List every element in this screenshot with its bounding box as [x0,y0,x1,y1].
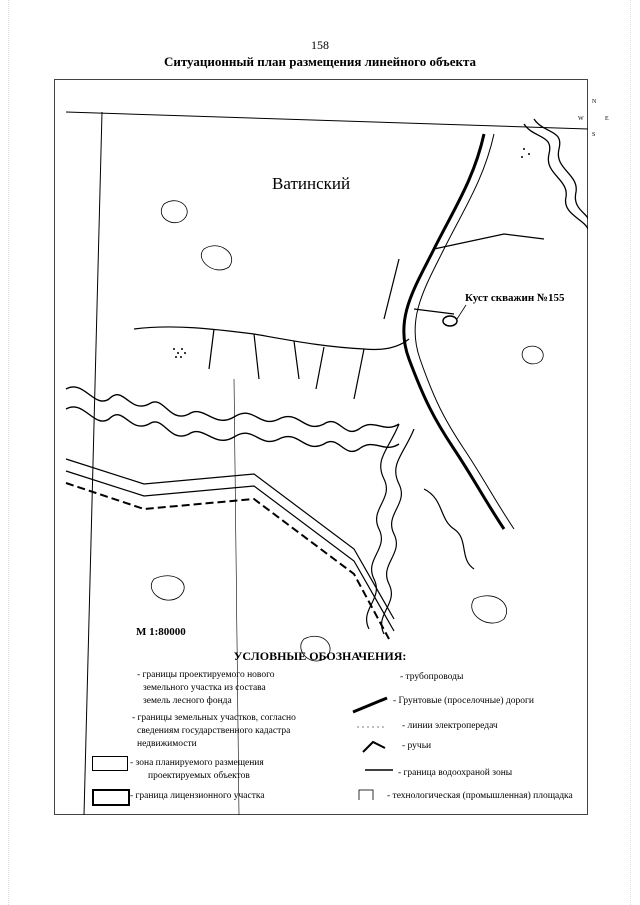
region-label: Ватинский [272,174,351,193]
main-road [404,134,514,529]
legend-pipelines: - трубопроводы [400,672,464,682]
legend-road-symbol [353,698,387,712]
legend-cadastre-2: сведениям государственного кадастра [137,726,291,736]
legend-stream-symbol [363,742,385,752]
right-margin-line [630,0,631,905]
legend-zone-1: - зона планируемого размещения [130,758,264,768]
legend-licence: - граница лицензионного участка [130,791,265,801]
legend-licence-symbol [92,789,130,806]
scale-label: М 1:80000 [136,626,186,638]
swamp-dots [173,148,530,358]
river-main [66,387,399,451]
legend-land-plot-new-1: - границы проектируемого нового [137,670,275,680]
left-margin-line [8,0,9,905]
legend-power-lines: - линии электропередач [402,721,498,731]
legend-zone-symbol [92,756,128,771]
compass-south: S [592,132,596,138]
legend-industrial-site: - технологическая (промышленная) площадка [387,791,573,801]
well-cluster-leader [457,305,466,319]
legend-zone-2: проектируемых объектов [148,771,250,781]
compass-west: W [578,116,584,122]
well-cluster-label: Куст скважин №155 [465,292,565,304]
legend-streams: - ручьи [402,741,432,751]
pipelines [134,234,544,399]
page-number: 158 [311,38,329,52]
compass-north: N [592,99,597,105]
legend-title: УСЛОВНЫЕ ОБОЗНАЧЕНИЯ: [233,649,407,663]
legend-land-plot-new-2: земельного участка из состава [143,683,266,693]
legend-cadastre-1: - границы земельных участков, согласно [132,713,296,723]
page-title: Ситуационный план размещения линейного объекта [163,54,477,69]
legend-dirt-roads: - Грунтовые (проселочные) дороги [393,696,534,706]
river-east [524,119,588,229]
legend-cadastre-3: недвижимости [137,739,197,749]
legend-site-symbol [359,790,373,800]
compass-east: E [605,116,609,122]
grid-lines [66,112,588,815]
legend-water-zone: - граница водоохраной зоны [398,768,513,778]
well-cluster-pad [443,316,457,326]
licence-corridor [66,459,394,639]
legend-land-plot-new-3: земель лесного фонда [143,696,232,706]
